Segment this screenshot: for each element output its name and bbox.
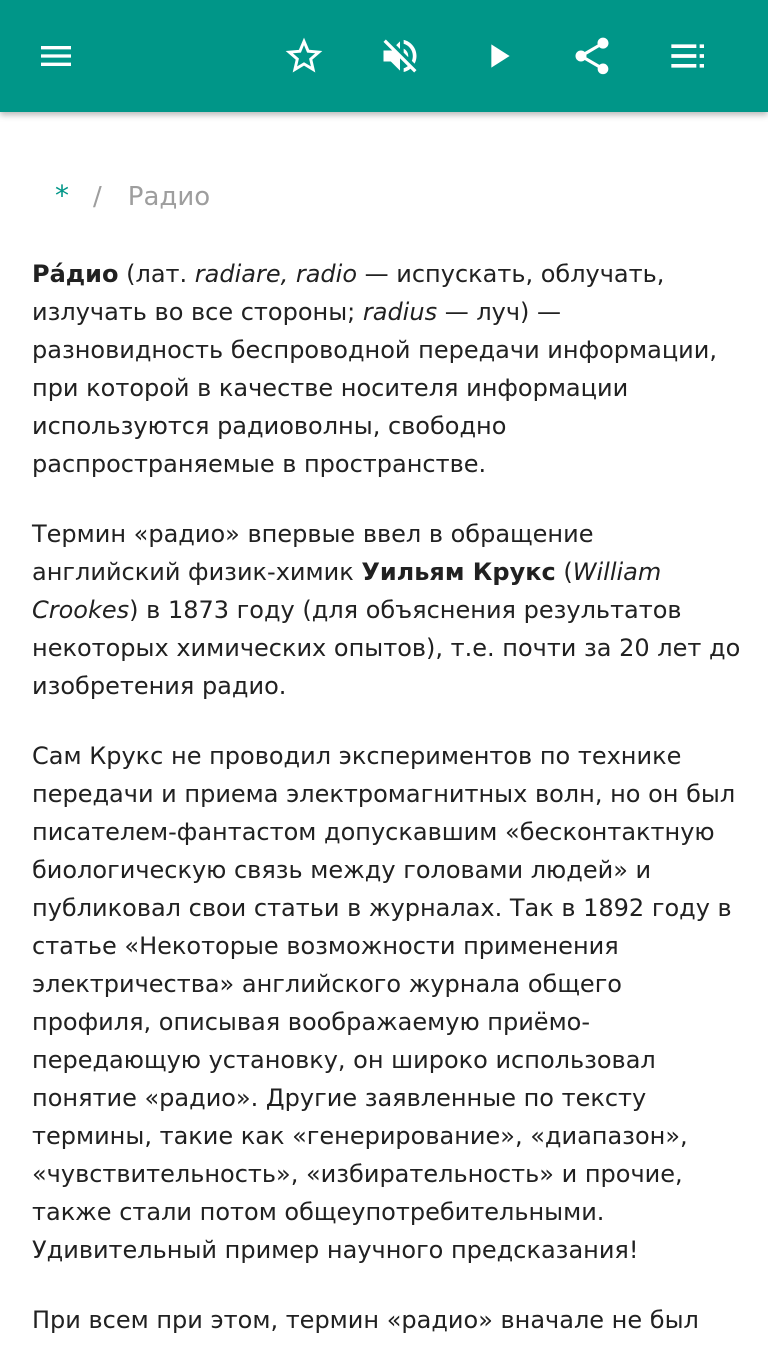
article-text: — испускать, облучать, излучать во все стороны; <box>32 260 665 326</box>
share-button[interactable] <box>564 28 620 84</box>
latin-word: radiare, radio <box>194 260 357 288</box>
contents-button[interactable] <box>660 28 716 84</box>
breadcrumb-home-link[interactable]: * <box>55 179 69 212</box>
article-paragraph: При всем при этом, термин «радио» вначале не был <box>32 1306 699 1334</box>
article-content[interactable] <box>0 112 768 1334</box>
play-button[interactable] <box>470 28 526 84</box>
breadcrumb-separator: / <box>93 182 102 212</box>
star-icon <box>282 34 326 78</box>
article-body <box>32 255 742 1371</box>
article-text: ) в 1873 году (для объяснения результатов некоторых химических опытов), т.е. почти за 20 лет до изобретения радио. <box>32 596 741 700</box>
person-name-english: William Crookes <box>32 558 662 624</box>
volume-mute-icon <box>378 34 422 78</box>
favorite-button[interactable] <box>276 28 332 84</box>
playlist-icon <box>668 36 708 76</box>
app-toolbar <box>0 0 768 112</box>
person-name: Уильям Крукс <box>361 558 556 586</box>
menu-button[interactable] <box>28 28 84 84</box>
article-text: — луч) — разновидность беспроводной передачи информации, при которой в качестве носителя информации используются радиоволны, свободно распространяемые в пространстве. <box>32 298 717 478</box>
breadcrumb-current: Радио <box>127 182 211 212</box>
menu-icon <box>36 36 76 76</box>
share-icon <box>570 34 614 78</box>
article-text: ( <box>555 558 573 586</box>
breadcrumb <box>55 179 210 212</box>
article-text: (лат. <box>118 260 195 288</box>
article-paragraph <box>32 515 742 705</box>
article-text: Термин «радио» впервые ввел в обращение английский физик-химик <box>32 520 594 586</box>
mute-button[interactable] <box>372 28 428 84</box>
article-paragraph <box>32 255 742 483</box>
play-icon <box>478 36 518 76</box>
article-term: Ра́дио <box>32 260 119 288</box>
latin-word: radius <box>362 298 438 326</box>
article-paragraph: Сам Крукс не проводил экспериментов по технике передачи и приема электромагнитных волн, но он был писателем-фантастом допускавшим «бесконтактную биологическую связь между головами людей» и публиковал свои статьи в журналах. Так в 1892 году в статье «Некоторые возможности применения электричества» английского журнала общего профиля, описывая воображаемую приёмо-передающую установку, он широко использовал понятие «радио». Другие заявленные по тексту термины, такие как «генерирование», «диапазон», «чувствительность», «избирательность» и прочие, также стали потом общеупотребительными. Удивительный пример научного предсказания! <box>32 742 736 1264</box>
